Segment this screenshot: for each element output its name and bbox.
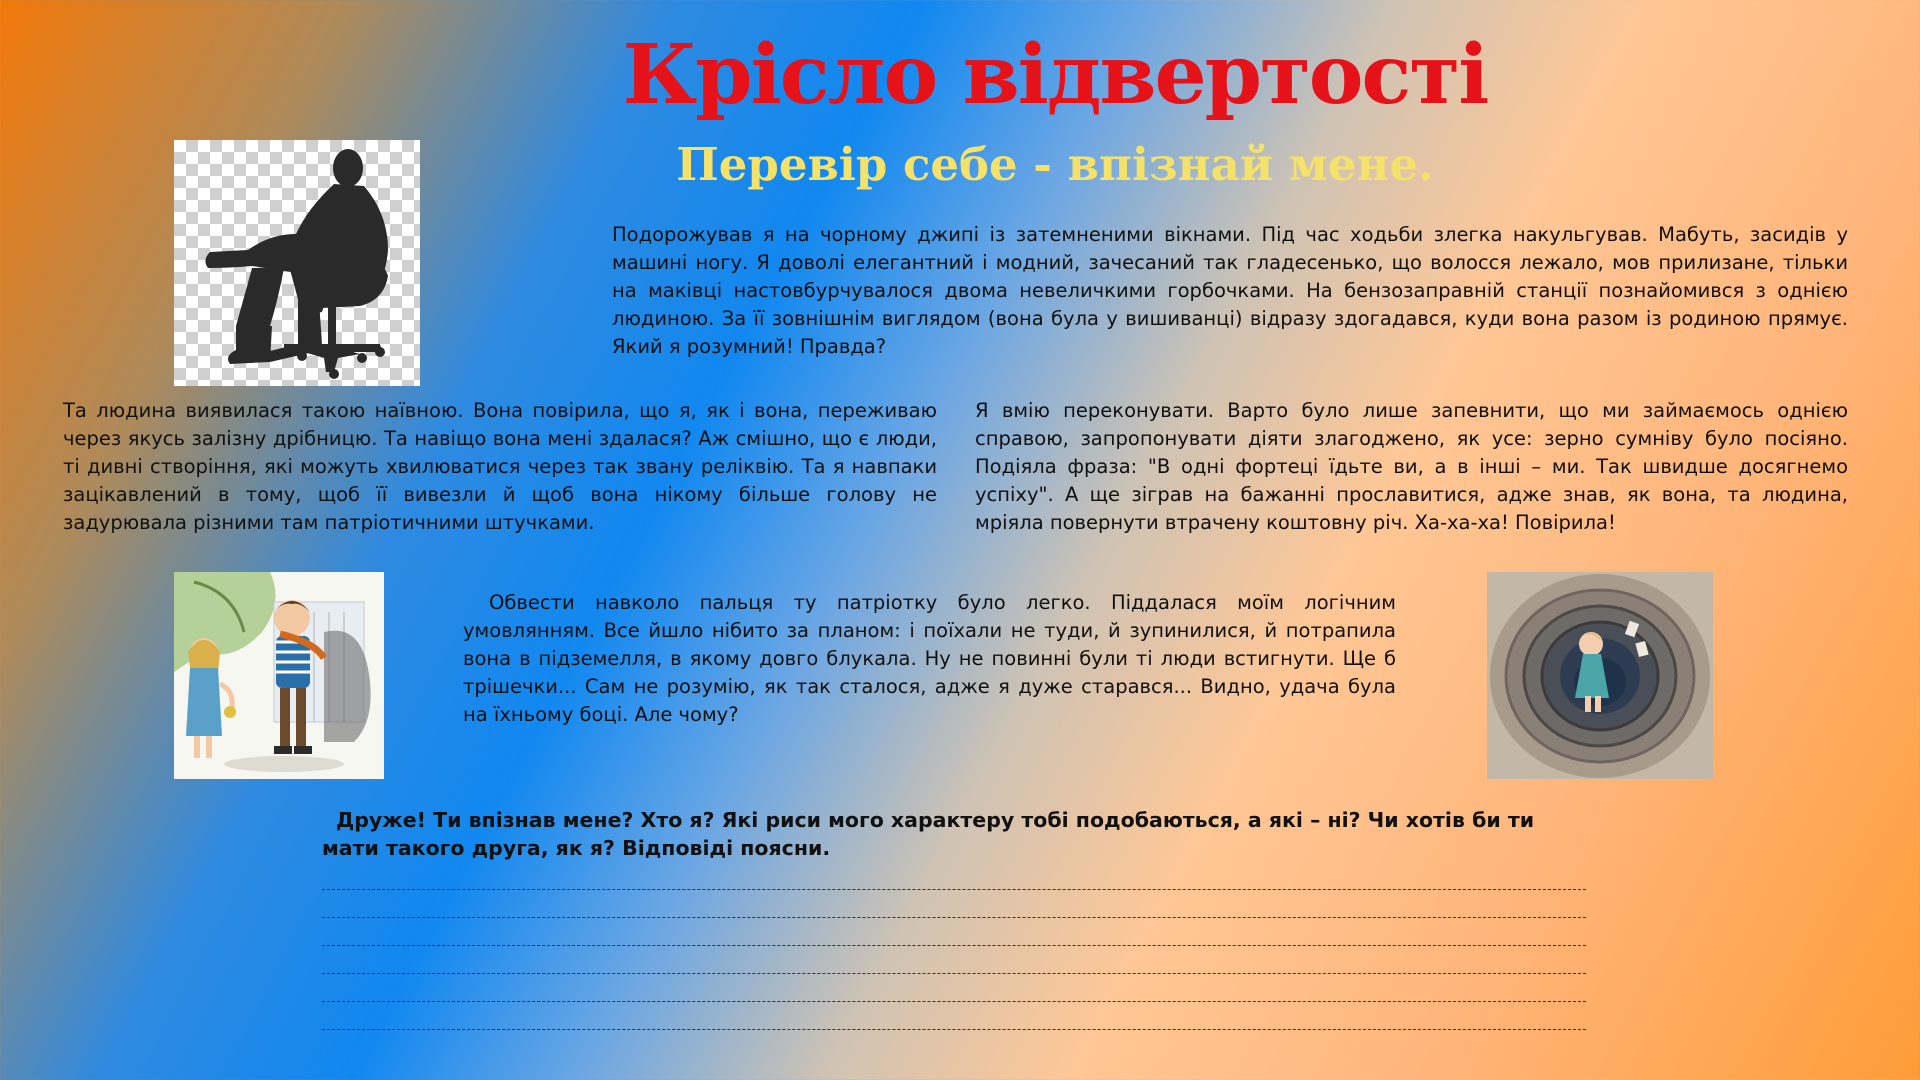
question-text: Друже! Ти впізнав мене? Хто я? Які риси мого характеру тобі подобаються, а які – ні? Чи хотів би ти мати такого друга, як я? Відповіді поясни. — [322, 808, 1535, 860]
man-in-chair-silhouette-icon — [174, 140, 420, 386]
paragraph-intro: Подорожував я на чорному джипі із затемненими вікнами. Під час ходьби злегка накульгував. Мабуть, засидів у машині ногу. Я доволі елегантний і модний, зачесаний так гладесенько, що волосся лежало, мов прилизане, тільки на маківці настовбурчувалося двома невеличкими горбочками. На бензозаправній станції познайомився з однією людиною. За її зовнішнім виглядом (вона була у вишиванці) відразу здогадався, куди вона разом із родиною прямує. Який я розумний! Правда? — [612, 223, 1848, 358]
girl-in-well-illustration — [1487, 572, 1713, 779]
answer-line[interactable] — [322, 890, 1586, 918]
paragraph-middle: Обвести навколо пальця ту патріотку було легко. Піддалася моїм логічним умовлянням. Все йшло нібито за планом: і поїхали не туди, й зупинилися, й потрапила вона в підземелля, в якому довго блукала. Ну не повинні були ті люди встигнути. Ще б трішечки... Сам не розумію, як так сталося, адже я дуже старався... Видно, удача була на їхньому боці. Але чому? — [463, 591, 1396, 726]
answer-line[interactable] — [322, 946, 1586, 974]
answer-line[interactable] — [322, 862, 1586, 890]
paragraph-right: Я вмію переконувати. Варто було лише запевнити, що ми займаємось однією справою, запропонувати діяти злагоджено, як усе: зерно сумніву було посіяно. Подіяла фраза: "В одні фортеці їдьте ви, а в інші – ми. Так швидше досягнемо успіху". А ще зіграв на бажанні прославитися, адже знав, як вона, та людина, мріяла повернути втрачену коштовну річ. Ха-ха-ха! Повірила! — [975, 399, 1848, 534]
paragraph-left: Та людина виявилася такою наївною. Вона повірила, що я, як і вона, переживаю через якусь залізну дрібницю. Та навіщо вона мені здалася? Аж смішно, що є люди, ті дивні створіння, які можуть хвилюватися через так звану реліквію. Та я навпаки зацікавлений в тому, щоб її вивезли й щоб вона нікому більше голову не задурювала різними там патріотичними штучками. — [63, 399, 937, 534]
page-title: Крісло відвертості — [622, 27, 1488, 123]
answer-lines — [322, 862, 1586, 1030]
children-illustration — [174, 572, 384, 779]
answer-line[interactable] — [322, 974, 1586, 1002]
answer-line[interactable] — [322, 1002, 1586, 1030]
page-subtitle: Перевір себе - впізнай мене. — [676, 138, 1434, 191]
answer-line[interactable] — [322, 918, 1586, 946]
